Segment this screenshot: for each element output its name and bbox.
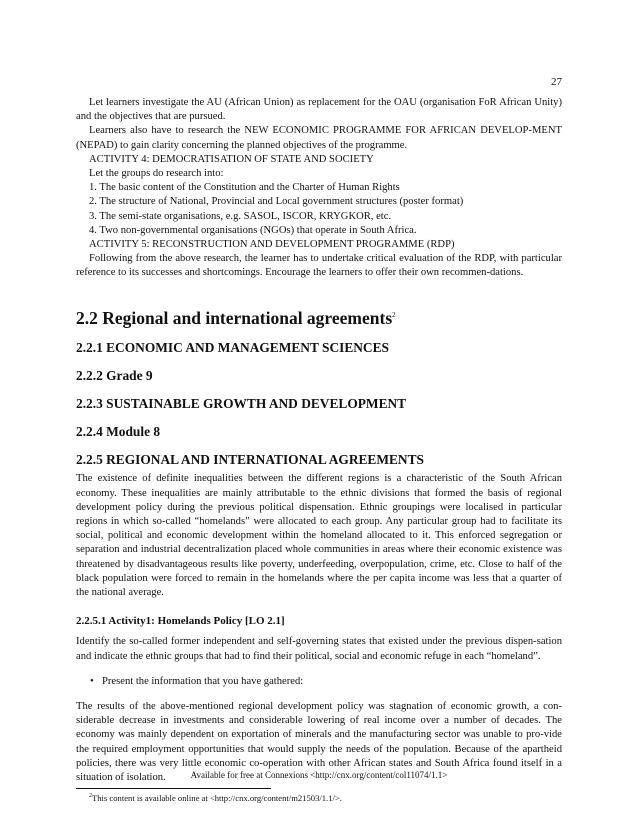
research-item-4: 4. Two non-governmental organisations (NGOs) that operate in South Africa. <box>89 224 417 236</box>
activity-4-heading: ACTIVITY 4: DEMOCRATISATION OF STATE AND SOCIETY <box>89 153 374 165</box>
page-footer: Available for free at Connexions <http://cnx.org/content/col11074/1.1> <box>190 770 448 780</box>
subheading-grade: 2.2.2 Grade 9 <box>76 368 153 384</box>
footnote <box>76 791 562 804</box>
intro-paragraph-nepad: Learners also have to research the NEW ECONOMIC PROGRAMME FOR AFRICAN DEVELOP-MENT (NEPAD) to gain clarity concerning the planned objectives of the programme. <box>76 125 562 151</box>
activity-5-heading: ACTIVITY 5: RECONSTRUCTION AND DEVELOPMENT PROGRAMME (RDP) <box>89 239 455 251</box>
footnote-marker: 2 <box>89 793 92 800</box>
intro-paragraph-au: Let learners investigate the AU (African Union) as replacement for the OAU (organisation FoR African Unity) and the objectives that are pursued. <box>76 97 562 123</box>
inequalities-paragraph: The existence of definite inequalities between the different regions is a characteristic of the South African economy. These inequalities are mainly attributable to the ethnic divisions that formed the basis of regional development policy during the previous political dispensation. Ethnic groupings were localised in particular regions in which so-called “homelands” were allocated to each group. Any particular group had to facilitate its social, political and economic development within the homeland allocated to it. This enforced segregation or separation and industrial decentralization placed whole communities in areas where their economic existence was threatened by disadvantageous results like poverty, underfeeding, overpopulation, crime, etc. Close to half of the black population were forced to remain in the homelands where the per capita income was less that a quarter of the national average. <box>76 473 562 599</box>
research-item-1: 1. The basic content of the Constitution and the Charter of Human Rights <box>89 182 400 194</box>
bullet-list <box>76 675 562 689</box>
activity-heading: 2.2.5.1 Activity1: Homelands Policy [LO 2.1] <box>76 615 285 628</box>
footnote-ref[interactable]: 2 <box>392 310 396 319</box>
research-item-3: 3. The semi-state organisations, e.g. SASOL, ISCOR, KRYGKOR, etc. <box>89 210 392 222</box>
results-paragraph: The results of the above-mentioned regional development policy was stagnation of economic growth, a con-siderable decrease in investments and considerable lowering of real income over a number of decades. The economy was mainly dependent on exportation of minerals and the manufacturing sector was unable to pro-vide the required employment opportunities that would supply the needs of the population. Because of the apartheid policies, there was very little economic co-operation with other African states and South Africa found itself in a situation of isolation. <box>76 700 562 783</box>
activity-paragraph: Identify the so-called former independent and self-governing states that existed under the previous dispen-sation and indicate the ethnic groups that had to find their political, social and economic refuge in each “homeland”. <box>76 636 562 662</box>
section-heading: 2.2 Regional and international agreements$^2$ <box>76 307 396 328</box>
research-item-2: 2. The structure of National, Provincial and Local government structures (poster format) <box>89 196 464 208</box>
subheading-ems: 2.2.1 ECONOMIC AND MANAGEMENT SCIENCES <box>76 340 389 356</box>
page-content <box>76 96 562 804</box>
subheading-growth: 2.2.3 SUSTAINABLE GROWTH AND DEVELOPMENT <box>76 396 407 412</box>
research-intro: Let the groups do research into: <box>89 168 224 180</box>
list-item: • Present the information that you have gathered: <box>102 675 562 689</box>
subheading-agreements: 2.2.5 REGIONAL AND INTERNATIONAL AGREEMENTS <box>76 452 424 468</box>
rdp-paragraph: Following from the above research, the learner has to undertake critical evaluation of the RDP, with particular reference to its successes and shortcomings. Encourage the learners to offer their own recommen-dations. <box>76 253 562 279</box>
subheading-module: 2.2.4 Module 8 <box>76 424 161 440</box>
footnote-text: This content is available online at <http://cnx.org/content/m21503/1.1/>. <box>92 792 342 803</box>
footnote-divider <box>76 788 271 789</box>
page-number: 27 <box>551 76 562 88</box>
